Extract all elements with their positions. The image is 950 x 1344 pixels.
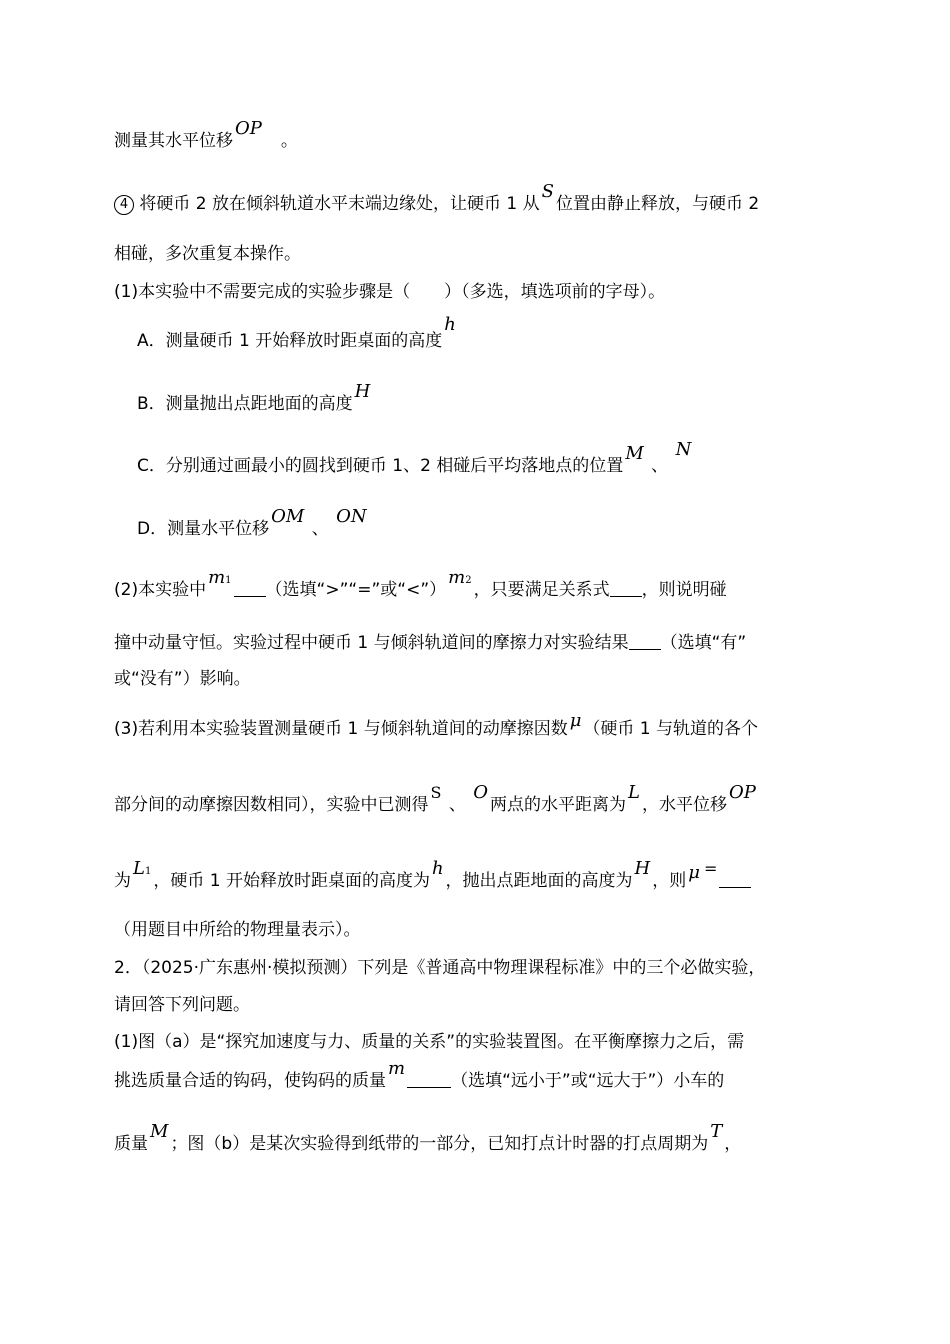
problem-2-q1-line3: 质量M；图（b）是某次实验得到纸带的一部分，已知打点计时器的打点周期为T， [114,1121,742,1154]
math-H: H [354,381,371,402]
math-op: OP [729,782,756,803]
question-2-line1: (2)本实验中m1 （选填“>”“=”或“<”）m2 ，只要满足关系式 ，则说明碰 [114,567,727,600]
step-4-line2: 相碰，多次重复本操作。 [114,244,301,264]
option-b: B．测量抛出点距地面的高度H [137,381,371,414]
math-om: OM [271,506,305,527]
problem-2-q1-line1: (1)图（a）是“探究加速度与力、质量的关系”的实验装置图。在平衡摩擦力之后，需 [114,1032,745,1052]
answer-blank[interactable] [407,1071,451,1088]
question-1: (1)本实验中不需要完成的实验步骤是（ ）（多选，填选项前的字母）。 [114,282,666,302]
question-3-line2: 部分间的动摩擦因数相同），实验中已测得S 、 O两点的水平距离为L，水平位移OP [114,782,756,815]
math-op: OP [235,118,262,139]
problem-2-prompt: 请回答下列问题。 [114,995,250,1015]
math-M: M [150,1121,169,1142]
answer-blank[interactable] [234,580,266,597]
circled-number: 4 [114,195,134,215]
question-3-line3: 为L1 ，硬币 1 开始释放时距桌面的高度为h，抛出点距地面的高度为H，则 μ = [114,870,751,895]
math-m2: m2 [448,567,472,588]
math-mu: μ [688,862,700,883]
question-3-line4: （用题目中所给的物理量表示）。 [114,920,361,940]
math-mu: μ [569,710,582,731]
option-c: C．分别通过画最小的圆找到硬币 1、2 相碰后平均落地点的位置M 、 N [137,439,692,476]
equals-sign: = [703,859,718,878]
math-M: M [625,443,644,464]
math-h: h [431,858,444,879]
math-H: H [634,858,651,879]
math-l1: L1 [133,858,152,879]
question-2-line2: 撞中动量守恒。实验过程中硬币 1 与倾斜轨道间的摩擦力对实验结果 （选填“有” [114,633,747,653]
problem-2-heading: 2．（2025·广东惠州·模拟预测）下列是《普通高中物理课程标准》中的三个必做实验， [114,958,766,978]
math-N: N [675,439,692,460]
answer-blank[interactable] [610,580,642,597]
option-d: D．测量水平位移OM 、 ON [137,506,367,539]
math-h: h [444,314,456,335]
problem-2-q1-line2: 挑选质量合适的钩码，使钩码的质量m（选填“远小于”或“远大于”）小车的 [114,1058,725,1091]
option-a: A．测量硬币 1 开始释放时距桌面的高度h [137,314,456,351]
line-op-measure: 测量其水平位移OP 。 [114,118,298,151]
math-T: T [710,1121,723,1142]
math-m: m [388,1058,406,1079]
step-4-line1: 4 将硬币 2 放在倾斜轨道水平末端边缘处，让硬币 1 从S位置由静止释放，与硬币 2 [114,193,759,215]
answer-blank[interactable] [629,633,661,650]
math-o: O [473,782,489,803]
math-m1: m1 [208,567,232,588]
math-on: ON [336,506,367,527]
question-3-line1: (3)若利用本实验装置测量硬币 1 与倾斜轨道间的动摩擦因数 μ （硬币 1 与轨道的各个 [114,710,759,739]
math-L: L [628,782,640,803]
answer-blank[interactable] [719,871,751,888]
math-s: S [541,181,554,202]
math-s: S [430,783,442,802]
question-2-line3: 或“没有”）影响。 [114,669,251,689]
